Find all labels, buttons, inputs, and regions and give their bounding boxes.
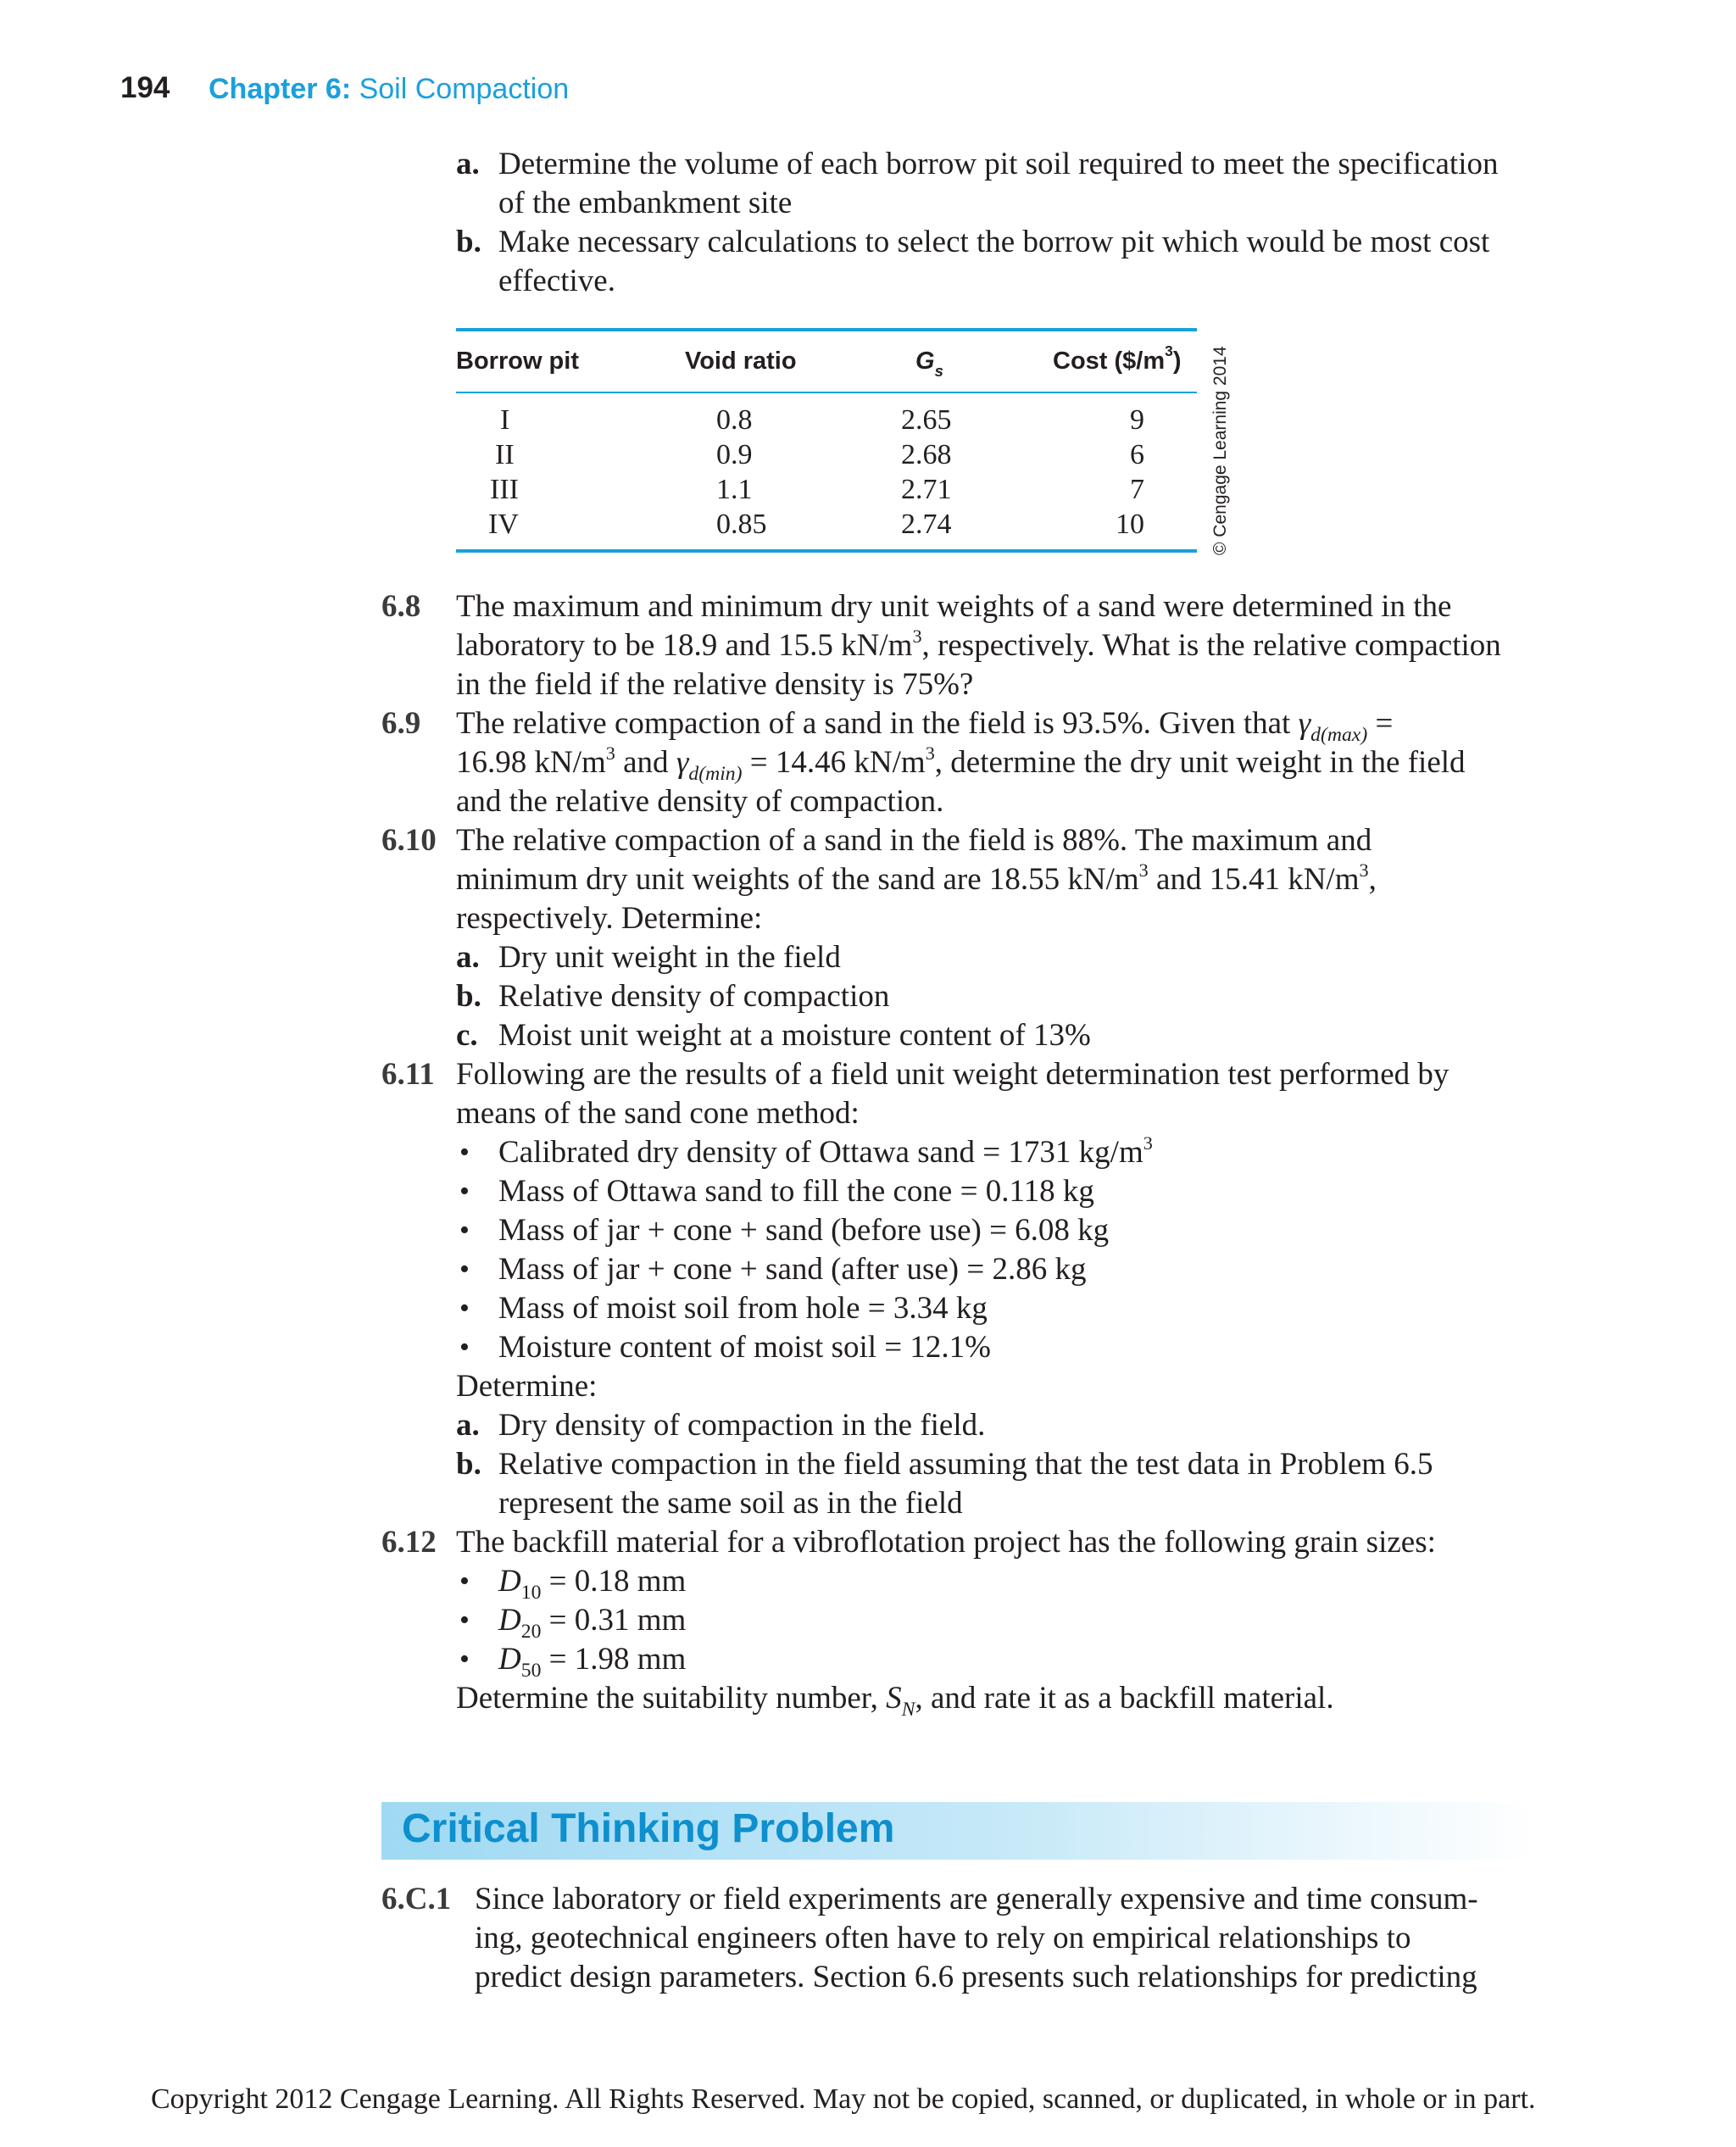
gs-symbol: G [915, 348, 935, 375]
list-item-text: Dry density of compaction in the field. [498, 1408, 986, 1443]
intro-item-b-line-1: Make necessary calculations to select the borrow pit which would be most cost [498, 225, 1490, 259]
bullet-text: Mass of Ottawa sand to fill the cone = 0.118 kg [498, 1174, 1094, 1209]
table-cell-gs: 2.65 [901, 404, 952, 436]
section-title: Critical Thinking Problem [402, 1806, 895, 1851]
table-cell-gs: 2.68 [901, 439, 952, 470]
intro-item-a-line-2: of the embankment site [498, 186, 793, 220]
critical-thinking-line-1: Since laboratory or field experiments are generally expensive and time consum- [475, 1882, 1478, 1916]
table-cell-cost: 9 [1130, 404, 1144, 436]
problem-6-8-line-2: laboratory to be 18.9 and 15.5 $kN/m^3$, respectively. What is the relative compaction [456, 626, 1501, 663]
table-cell-gs: 2.71 [901, 474, 952, 505]
problem-6-10-line-3: respectively. Determine: [456, 901, 763, 936]
table-header-rule [456, 392, 1197, 393]
bullet-text: Moisture content of moist soil = 12.1% [498, 1330, 991, 1365]
page-number: 194 [120, 71, 170, 104]
table-header-cost [1053, 342, 1182, 375]
intro-item-a-label: a. [456, 147, 480, 181]
problem-number: 6.12 [381, 1525, 437, 1560]
problem-6-11-line-1: Following are the results of a field unit weight determination test performed by [456, 1057, 1449, 1092]
bullet-icon: • [459, 1254, 470, 1285]
list-item: b. [456, 1447, 481, 1482]
list-item-text: Moist unit weight at a moisture content of 13% [498, 1018, 1091, 1053]
critical-thinking-line-3: predict design parameters. Section 6.6 presents such relationships for predicting [475, 1960, 1477, 1994]
table-cell-gs: 2.74 [901, 509, 952, 540]
problem-6-8-line-1: The maximum and minimum dry unit weights of a sand were determined in the [456, 589, 1452, 624]
image-credit: © Cengage Learning 2014 [1210, 346, 1230, 555]
table-cell-pit: II [495, 439, 515, 470]
bullet-icon: • [459, 1566, 470, 1597]
table-header-borrow-pit: Borrow pit [456, 348, 579, 375]
bullet-icon: • [459, 1644, 470, 1675]
problem-6-10-line-1: The relative compaction of a sand in the field is 88%. The maximum and [456, 823, 1372, 858]
cost-label: Cost ($/m [1053, 348, 1166, 375]
table-cell-pit: III [490, 474, 519, 505]
problem-number: 6.9 [381, 706, 421, 741]
intro-item-a [456, 145, 480, 184]
problem-6-12-last-line: Determine the suitability number, $S_N$, and rate it as a backfill material. [456, 1681, 1334, 1721]
table-cell-cost: 10 [1116, 509, 1144, 540]
table-cell-void: 0.85 [716, 509, 767, 540]
intro-item-b-label: b. [456, 225, 481, 259]
list-item: a. [456, 1408, 480, 1443]
cost-sup: 3 [1165, 342, 1173, 359]
table-bottom-rule [456, 549, 1197, 553]
bullet-icon: • [459, 1293, 470, 1324]
problem-number: 6.C.1 [381, 1882, 452, 1916]
list-item-text: Relative compaction in the field assuming that the test data in Problem 6.5 [498, 1447, 1433, 1482]
problem-6-9-line-3: and the relative density of compaction. [456, 784, 944, 819]
problem-number: 6.11 [381, 1057, 435, 1092]
list-item: a. [456, 940, 480, 975]
intro-item-b-line-2: effective. [498, 264, 615, 298]
intro-item-b [456, 223, 481, 262]
problem-6-12-line-1: The backfill material for a vibroflotation project has the following grain sizes: [456, 1525, 1436, 1560]
table-header-void-ratio: Void ratio [685, 348, 797, 375]
bullet-text: Mass of jar + cone + sand (after use) = 2.86 kg [498, 1252, 1087, 1287]
list-item-text: represent the same soil as in the field [498, 1486, 963, 1521]
list-item-text: Dry unit weight in the field [498, 940, 841, 975]
bullet-icon: • [459, 1605, 470, 1636]
chapter-title: Soil Compaction [359, 73, 570, 105]
problem-6-11-line-2: means of the sand cone method: [456, 1096, 860, 1131]
bullet-icon: • [459, 1215, 470, 1246]
copyright-footer: Copyright 2012 Cengage Learning. All Rights Reserved. May not be copied, scanned, or duplicated, in whole or in part. [151, 2083, 1536, 2115]
list-item: b. [456, 979, 481, 1014]
intro-item-a-line-1: Determine the volume of each borrow pit soil required to meet the specification [498, 147, 1499, 181]
bullet-icon: • [459, 1176, 470, 1207]
table-cell-void: 0.8 [716, 404, 753, 436]
problem-6-9-line-1: The relative compaction of a sand in the field is 93.5%. Given that $\gamma_{d(max)}$ = [456, 706, 1394, 746]
problem-number: 6.8 [381, 589, 421, 624]
cost-close: ) [1172, 348, 1182, 375]
gs-subscript: s [934, 362, 943, 380]
table-cell-void: 0.9 [716, 439, 753, 470]
bullet-icon: • [459, 1137, 470, 1168]
problem-number: 6.10 [381, 823, 437, 858]
critical-thinking-line-2: ing, geotechnical engineers often have to rely on empirical relationships to [475, 1921, 1411, 1955]
bullet-text: Calibrated dry density of Ottawa sand = 1731 $kg/m^3$ [498, 1132, 1153, 1170]
grain-size: $D_{50} = 1.98$ mm [498, 1642, 687, 1682]
list-item-text: Relative density of compaction [498, 979, 890, 1014]
table-cell-cost: 7 [1130, 474, 1144, 505]
table-cell-void: 1.1 [716, 474, 753, 505]
problem-6-9-line-2: 16.98 $kN/m^3$ and $\gamma_{d(min)} = 14.46$ $kN/m^3$, determine the dry unit weight in the field [456, 743, 1466, 785]
problem-6-8-line-3: in the field if the relative density is 75%? [456, 667, 974, 702]
chapter-heading [209, 73, 569, 106]
determine-label: Determine: [456, 1369, 598, 1404]
bullet-text: Mass of moist soil from hole = 3.34 kg [498, 1291, 988, 1326]
chapter-label: Chapter 6: [209, 73, 352, 105]
grain-size: $D_{20} = 0.31$ mm [498, 1603, 687, 1643]
table-cell-pit: I [500, 404, 510, 436]
table-top-rule [456, 328, 1197, 331]
table-header-gs [915, 348, 943, 380]
bullet-icon: • [459, 1332, 470, 1363]
problem-6-10-line-2: minimum dry unit weights of the sand are 18.55 $kN/m^3$ and 15.41 $kN/m^3$, [456, 859, 1377, 897]
table-cell-cost: 6 [1130, 439, 1144, 470]
table-cell-pit: IV [488, 509, 519, 540]
grain-size: $D_{10} = 0.18$ mm [498, 1564, 687, 1604]
list-item: c. [456, 1018, 478, 1053]
bullet-text: Mass of jar + cone + sand (before use) = 6.08 kg [498, 1213, 1110, 1248]
